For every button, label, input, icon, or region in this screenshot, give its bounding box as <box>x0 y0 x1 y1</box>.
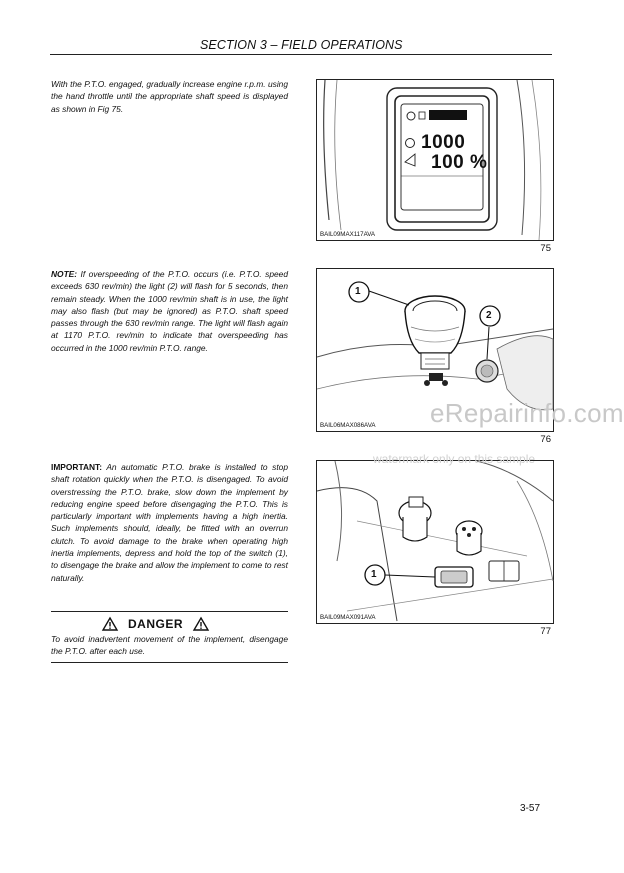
figure-76-code: BAIL06MAX086AVA <box>320 422 376 429</box>
warning-triangle-icon <box>102 617 118 631</box>
warning-triangle-icon <box>193 617 209 631</box>
danger-body: To avoid inadvertent movement of the implement, disengage the P.T.O. after each use. <box>51 634 288 657</box>
danger-label: DANGER <box>128 617 184 631</box>
figure-77-code: BAIL09MAX091AVA <box>320 614 376 621</box>
figure-75-code: BAIL09MAX117AVA <box>320 231 376 238</box>
page-number: 3-57 <box>520 803 541 814</box>
paragraph-pto-engage <box>51 78 288 115</box>
paragraph-note <box>51 268 288 354</box>
figure-76-number: 76 <box>540 434 551 445</box>
figure-77-image <box>316 460 554 624</box>
watermark-brand: eRepairinfo.com <box>430 398 624 428</box>
note-text: If overspeeding of the P.T.O. occurs (i.e. P.T.O. speed exceeds 630 rev/min) the light (2) will flash for 5 seconds, then remain steady. When the 1000 rev/min shaft is in use, the light may also flash (but may be ignored) as P.T.O. shaft speed passes through the 630 rev/min range. The light will flash again at 1170 P.T.O. rev/min to indicate that overspeeding has occurred in the 1000 rev/min P.T.O. range. <box>51 269 288 353</box>
watermark-note: watermark only on this sample <box>373 452 536 466</box>
header-rule <box>50 54 552 55</box>
danger-bottom-rule <box>51 662 288 663</box>
note-label: NOTE: <box>51 269 78 279</box>
important-text: An automatic P.T.O. brake is installed to stop shaft rotation quickly when the P.T.O. is disengaged. To avoid overstressing the P.T.O. brake, slow down the implement by reducing engine speed before disengaging the P.T.O. This is particularly important with implements having a high inertia. Such implements should, ideally, be fitted with an overrun clutch. To avoid damage to the brake when operating high inertia implements, depress and hold the top of the switch (1), to disengage the brake and allow the implement to come to rest naturally. <box>51 462 288 583</box>
callout-1: 1 <box>371 569 377 580</box>
danger-heading <box>102 617 209 631</box>
display-rpm: 1000 <box>421 132 466 153</box>
figure-77-number: 77 <box>540 626 551 637</box>
figure-75-number: 75 <box>540 243 551 254</box>
display-percent: 100 % <box>431 152 488 173</box>
danger-top-rule <box>51 611 288 612</box>
figure-75-image <box>316 79 554 241</box>
pto-switch-console-illustration <box>317 461 553 623</box>
danger-text <box>51 633 288 658</box>
paragraph-pto-engage-text: With the P.T.O. engaged, gradually increase engine r.p.m. using the hand throttle until the appropriate shaft speed is displayed as shown in Fig 75. <box>51 79 288 114</box>
callout-2: 2 <box>486 310 492 321</box>
paragraph-important <box>51 461 288 584</box>
important-label: IMPORTANT: <box>51 462 103 472</box>
callout-1: 1 <box>355 286 361 297</box>
section-header: SECTION 3 – FIELD OPERATIONS <box>200 38 403 52</box>
